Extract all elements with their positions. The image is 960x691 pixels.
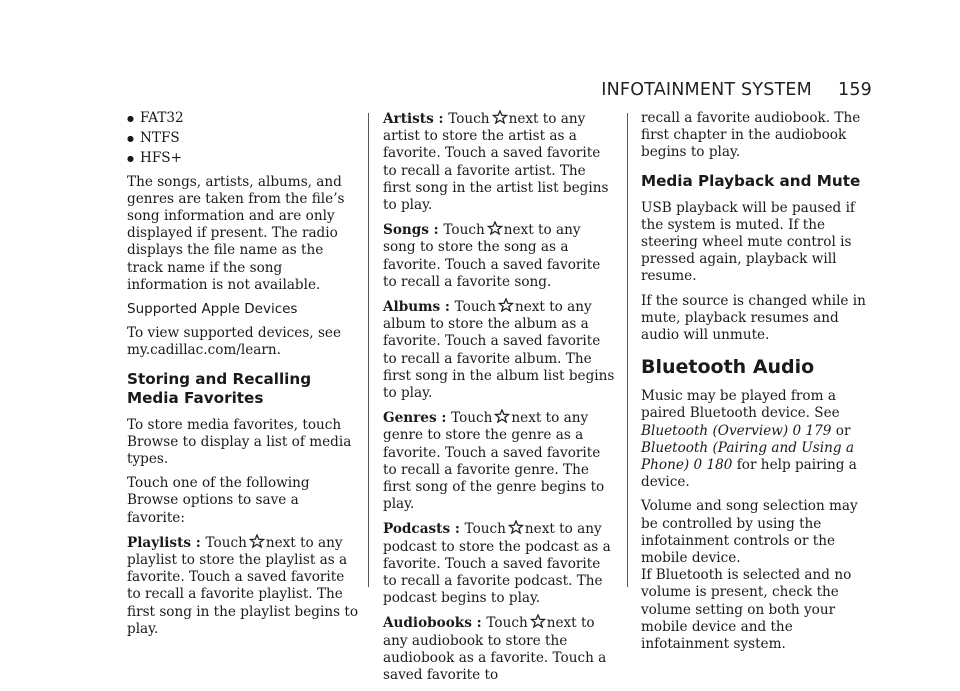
paragraph-apple: To view supported devices, see my.cadillac.com/learn.	[127, 325, 342, 359]
bullet-item: ● NTFS	[127, 130, 180, 147]
page-header	[601, 80, 872, 100]
column-2	[383, 110, 615, 691]
link-bluetooth-overview[interactable]: Bluetooth (Overview)	[641, 422, 789, 439]
heading-bluetooth-audio: Bluetooth Audio	[641, 356, 815, 379]
page-ref-180[interactable]: 0 180	[693, 457, 733, 474]
paragraph-touch: Touch one of the following Browse options to save a favorite:	[127, 475, 310, 526]
star-outline-icon	[498, 298, 514, 312]
entry-artists: Artists : Touch next to any artist to store the artist as a favorite. Touch a saved favorite to recall a favorite artist. The first song in the artist list begins to play.	[383, 111, 609, 214]
term-audiobooks: Audiobooks :	[383, 615, 487, 632]
link-bluetooth-pairing[interactable]: Bluetooth (Pairing and Using a Phone)	[641, 439, 854, 474]
star-outline-icon	[494, 409, 510, 423]
entry-albums: Albums : Touch next to any album to store the album as a favorite. Touch a saved favorite to recall a favorite album. The first song in the album list begins to play.	[383, 299, 615, 402]
entry-playlists: Playlists : Touch next to any playlist to store the playlist as a favorite. Touch a saved favorite to recall a favorite playlist. The first song in the playlist begins to play.	[127, 534, 359, 637]
paragraph-audiobook-cont: recall a favorite audiobook. The first chapter in the audiobook begins to play.	[641, 110, 861, 161]
bullet-icon: ●	[127, 134, 134, 144]
bullet-icon: ●	[127, 154, 134, 164]
entry-podcasts: Podcasts : Touch next to any podcast to store the podcast as a favorite. Touch a saved favorite to recall a favorite podcast. The podcast begins to play.	[383, 521, 611, 607]
paragraph-usb: USB playback will be paused if the system is muted. If the steering wheel mute control is pressed again, playback will resume.	[641, 199, 855, 285]
star-outline-icon	[492, 110, 508, 124]
column-3	[641, 110, 873, 660]
term-podcasts: Podcasts :	[383, 521, 465, 538]
paragraph-song-info: The songs, artists, albums, and genres are taken from the file’s song information and are only displayed if present. The radio displays the file name as the track name if the song information is not available.	[127, 173, 345, 293]
bullet-item: ● HFS+	[127, 150, 182, 167]
term-albums: Albums :	[383, 299, 455, 316]
page-ref-179[interactable]: 0 179	[792, 422, 832, 439]
paragraph-volume-1: Volume and song selection may be controlled by using the infotainment controls or the mobile device.	[641, 498, 858, 567]
page-number: 159	[837, 80, 872, 100]
column-divider	[368, 113, 369, 587]
star-outline-icon	[249, 534, 265, 548]
bullet-item: ● FAT32	[127, 110, 184, 126]
star-outline-icon	[530, 614, 546, 628]
bullet-icon: ●	[127, 114, 134, 123]
star-outline-icon	[508, 520, 524, 534]
column-divider	[627, 113, 628, 587]
term-songs: Songs :	[383, 222, 444, 239]
entry-songs: Songs : Touch next to any song to store the song as a favorite. Touch a saved favorite to recall a favorite song.	[383, 222, 601, 290]
entry-genres: Genres : Touch next to any genre to store the genre as a favorite. Touch a saved favorite to recall a favorite genre. The first song of the genre begins to play.	[383, 410, 605, 513]
column-1	[127, 110, 359, 645]
paragraph-volume-2: If Bluetooth is selected and no volume is present, check the volume setting on both your mobile device and the infotainment system.	[641, 567, 852, 653]
paragraph-store: To store media favorites, touch Browse to display a list of media types.	[127, 416, 352, 468]
star-outline-icon	[487, 221, 503, 235]
heading-storing-favorites: Storing and Recalling Media Favorites	[127, 369, 312, 407]
term-artists: Artists :	[383, 111, 449, 127]
heading-supported-apple-devices: Supported Apple Devices	[127, 301, 298, 318]
paragraph-bluetooth: Music may be played from a paired Bluetooth device. See Bluetooth (Overview) 0 179 or Bluetooth (Pairing and Using a Phone) 0 180 for help pairing a device.	[641, 388, 857, 491]
paragraph-source: If the source is changed while in mute, playback resumes and audio will unmute.	[641, 292, 866, 344]
term-playlists: Playlists :	[127, 534, 206, 551]
section-title: INFOTAINMENT SYSTEM	[601, 80, 812, 100]
entry-audiobooks: Audiobooks : Touch next to any audiobook to store the audiobook as a favorite. Touch a saved favorite to	[383, 615, 607, 684]
heading-media-playback-mute: Media Playback and Mute	[641, 171, 861, 190]
term-genres: Genres :	[383, 410, 452, 427]
